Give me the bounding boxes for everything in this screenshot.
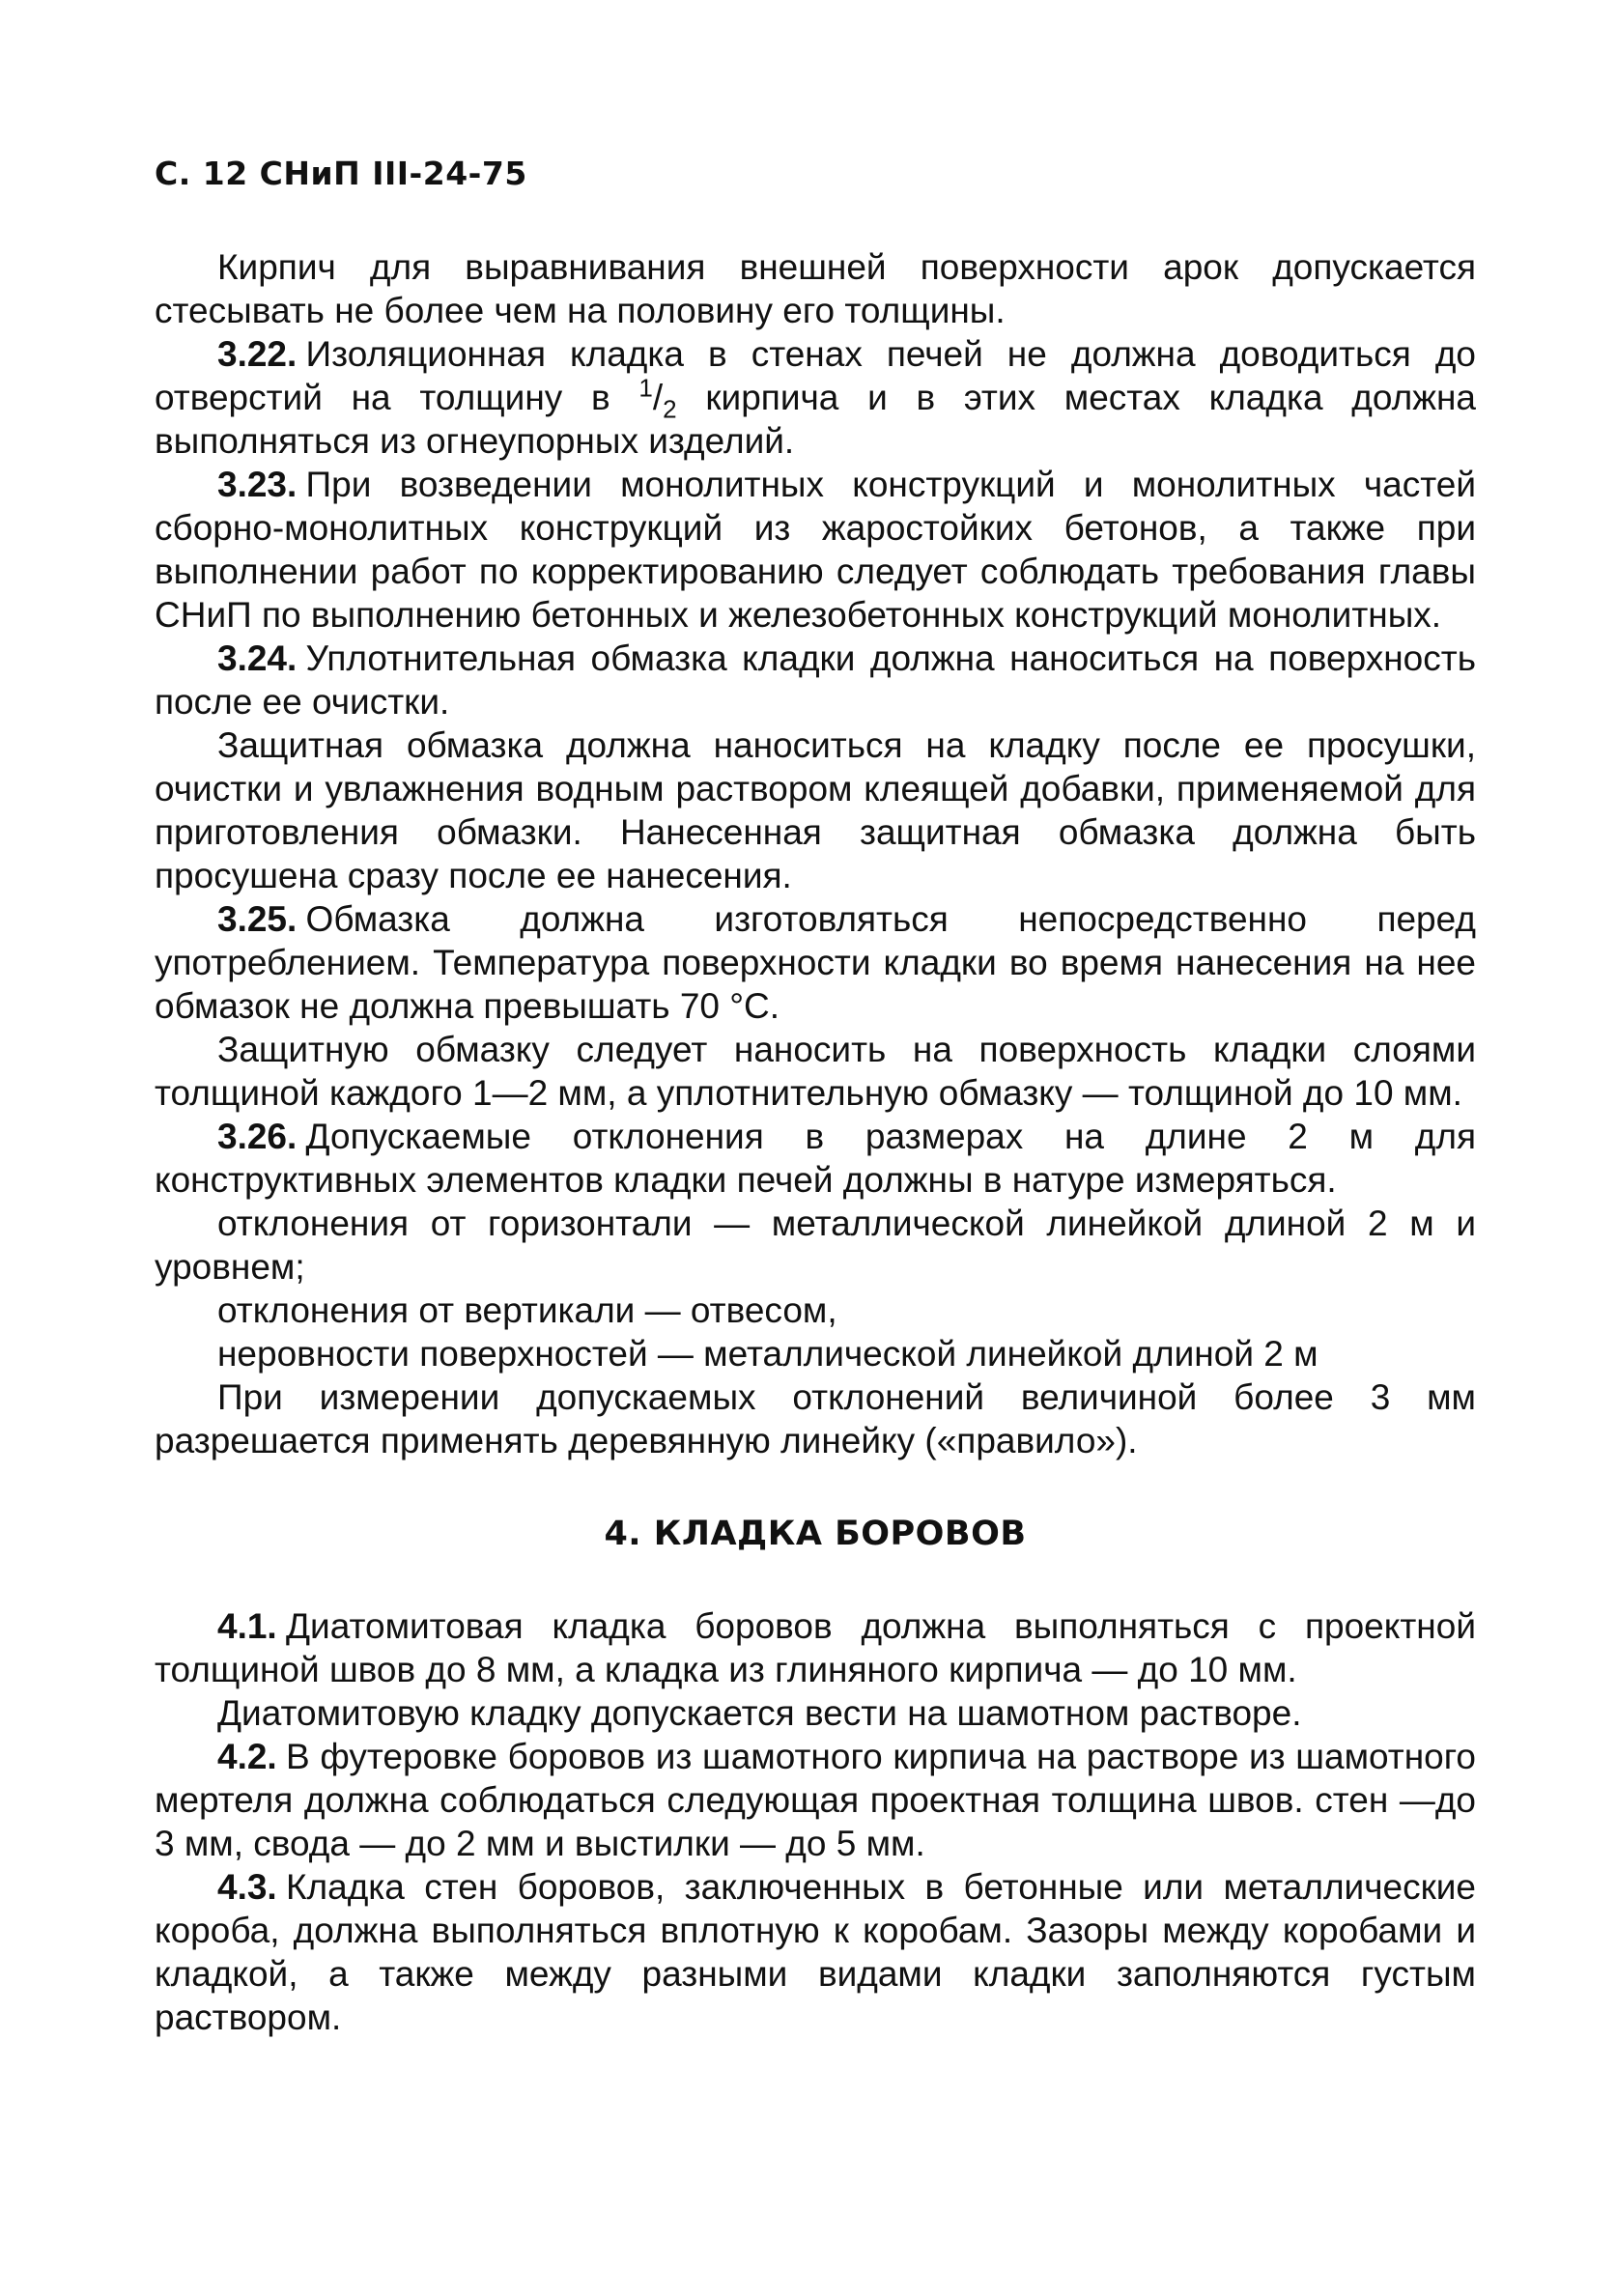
clause-text: Обмазка должна изготовляться непосредственно перед употреблением. Температура поверхности кладки во время нанесения на нее обмазок не должна превышать 70 °С. xyxy=(155,899,1476,1026)
clause-text: При возведении монолитных конструкций и монолитных частей сборно-монолитных конструкций из жаростойких бетонов, а также при выполнении работ по корректированию следует соблюдать требования главы СНиП по выполнению бетонных и железобетонных конструкций монолитных. xyxy=(155,465,1476,635)
section-title: 4. КЛАДКА БОРОВОВ xyxy=(604,1515,1027,1553)
clause-number: 4.2. xyxy=(217,1737,277,1776)
paragraph-text: отклонения от горизонтали — металлической линейкой длиной 2 м и уровнем; xyxy=(155,1204,1476,1287)
clause-text: Кладка стен боровов, заключенных в бетонные или металлические короба, должна выполняться вплотную к коробам. Зазоры между коробами и кладкой, а также между разными видами кладки заполняются густым раствором. xyxy=(155,1867,1476,2037)
clause-4-1 xyxy=(155,1604,1476,1691)
clause-number: 3.26. xyxy=(217,1117,298,1156)
fraction-denominator: 2 xyxy=(663,394,677,424)
clause-4-3 xyxy=(155,1865,1476,2039)
clause-text: Уплотнительная обмазка кладки должна наноситься на поверхность после ее очистки. xyxy=(155,638,1476,722)
paragraph-text: неровности поверхностей — металлической линейкой длиной 2 м xyxy=(217,1334,1318,1374)
document-body xyxy=(155,245,1476,2039)
clause-number: 4.1. xyxy=(217,1606,277,1646)
paragraph-text: Кирпич для выравнивания внешней поверхности арок допускается стесывать не более чем на половину его толщины. xyxy=(155,247,1476,330)
running-head: С. 12 СНиП III-24-75 xyxy=(155,155,527,192)
clause-3-24 xyxy=(155,637,1476,723)
paragraph-text: Защитную обмазку следует наносить на поверхность кладки слоями толщиной каждого 1—2 мм, а уплотнительную обмазку — толщиной до 10 мм. xyxy=(155,1030,1476,1113)
clause-text-continued: кирпича и в этих местах кладка должна выполняться из огнеупорных изделий. xyxy=(155,378,1476,461)
clause-number: 3.23. xyxy=(217,465,298,504)
paragraph-text: При измерении допускаемых отклонений величиной более 3 мм разрешается применять деревянную линейку («правило»). xyxy=(155,1377,1476,1460)
clause-3-23 xyxy=(155,463,1476,637)
clause-number: 3.24. xyxy=(217,638,298,678)
clause-3-25 xyxy=(155,897,1476,1028)
clause-text: В футеровке боровов из шамотного кирпича на растворе из шамотного мертеля должна соблюдаться следующая проектная толщина швов. стен —до 3 мм, свода — до 2 мм и выстилки — до 5 мм. xyxy=(155,1737,1476,1863)
paragraph xyxy=(155,245,1476,332)
clause-text: Допускаемые отклонения в размерах на длине 2 м для конструктивных элементов кладки печей должны в натуре измеряться. xyxy=(155,1117,1476,1200)
clause-text: Диатомитовая кладка боровов должна выполняться с проектной толщиной швов до 8 мм, а кладка из глиняного кирпича — до 10 мм. xyxy=(155,1606,1476,1689)
clause-number: 4.3. xyxy=(217,1867,277,1907)
clause-3-26 xyxy=(155,1115,1476,1202)
clause-text: Изоляционная кладка в стенах печей не должна доводиться до отверстий на толщину в xyxy=(155,334,1476,417)
paragraph-text: Диатомитовую кладку допускается вести на шамотном растворе. xyxy=(217,1693,1302,1733)
paragraph xyxy=(155,1691,1476,1735)
fraction-slash: / xyxy=(652,378,664,417)
list-line xyxy=(155,1289,1476,1332)
clause-number: 3.22. xyxy=(217,334,298,374)
clause-3-22 xyxy=(155,332,1476,463)
list-line xyxy=(155,1202,1476,1289)
fraction-numerator: 1 xyxy=(638,373,653,403)
paragraph-text: Защитная обмазка должна наноситься на кладку после ее просушки, очистки и увлажнения водным раствором клеящей добавки, применяемой для приготовления обмазки. Нанесенная защитная обмазка должна быть просушена сразу после ее нанесения. xyxy=(155,725,1476,895)
paragraph xyxy=(155,723,1476,897)
paragraph-text: отклонения от вертикали — отвесом, xyxy=(217,1290,837,1330)
list-line xyxy=(155,1332,1476,1375)
paragraph xyxy=(155,1375,1476,1462)
clause-number: 3.25. xyxy=(217,899,298,939)
clause-4-2 xyxy=(155,1735,1476,1865)
paragraph xyxy=(155,1028,1476,1115)
